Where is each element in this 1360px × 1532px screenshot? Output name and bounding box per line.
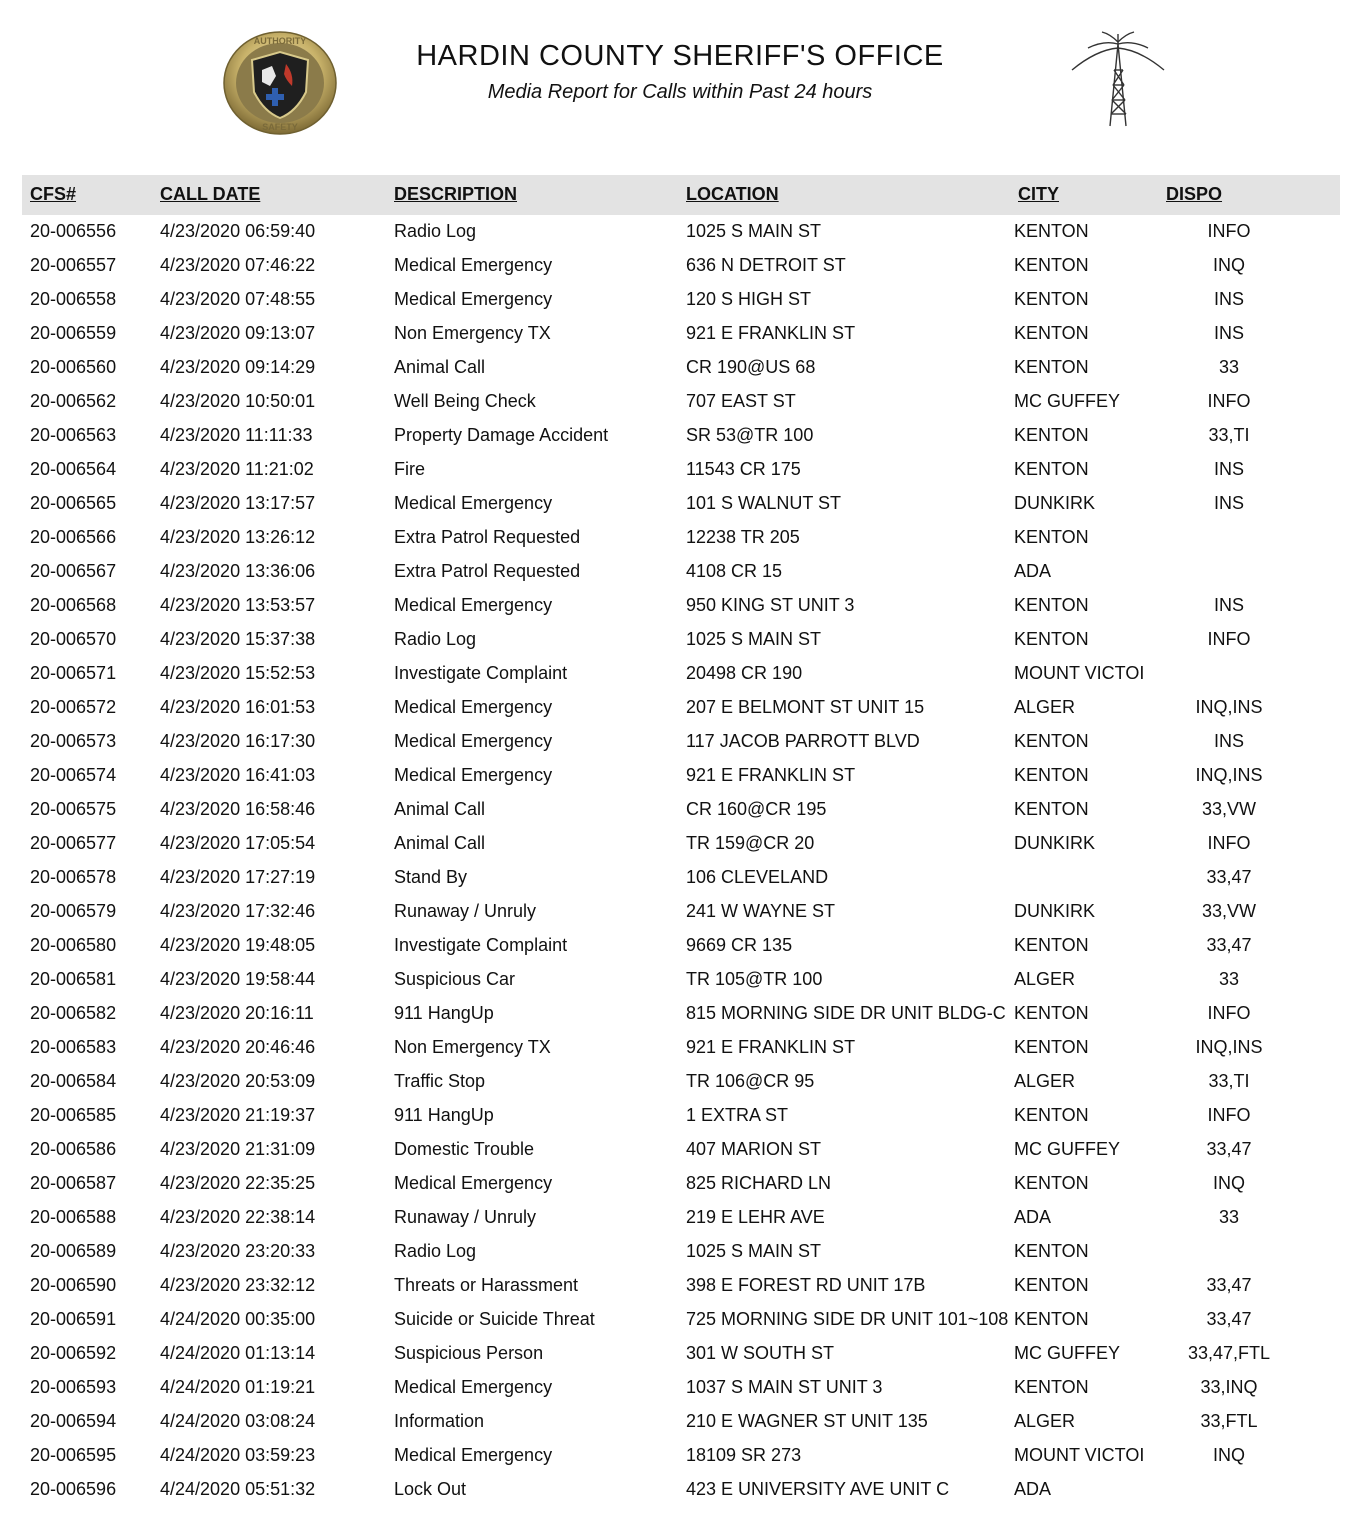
table-row (22, 419, 1340, 453)
description-cell: Information (394, 1411, 485, 1431)
table-row (22, 691, 1340, 725)
dispo-cell: INFO (1207, 391, 1251, 411)
call-date-cell: 4/24/2020 01:13:14 (160, 1343, 316, 1363)
dispo-cell: INQ (1212, 1445, 1245, 1465)
table-row (22, 1439, 1340, 1473)
call-date-cell: 4/23/2020 07:46:22 (160, 255, 316, 275)
description-cell: 911 HangUp (394, 1105, 494, 1125)
table-row (22, 1065, 1340, 1099)
cfs-number-cell: 20-006566 (30, 527, 117, 547)
description-cell: Animal Call (394, 799, 486, 819)
table-row (22, 1405, 1340, 1439)
location-cell: 398 E FOREST RD UNIT 17B (686, 1275, 926, 1295)
call-date-cell: 4/23/2020 15:37:38 (160, 629, 316, 649)
dispo-cell: INFO (1207, 1003, 1251, 1023)
table-row (22, 317, 1340, 351)
call-date-cell: 4/23/2020 23:20:33 (160, 1241, 316, 1261)
call-date-cell: 4/24/2020 00:35:00 (160, 1309, 316, 1329)
table-row (22, 1201, 1340, 1235)
dispo-cell: 33,47 (1206, 867, 1252, 887)
location-cell: 707 EAST ST (686, 391, 796, 411)
location-cell: 825 RICHARD LN (686, 1173, 832, 1193)
cfs-number-cell: 20-006592 (30, 1343, 117, 1363)
call-date-cell: 4/23/2020 21:19:37 (160, 1105, 316, 1125)
cfs-number-cell: 20-006595 (30, 1445, 117, 1465)
location-cell: SR 53@TR 100 (686, 425, 814, 445)
call-date-cell: 4/23/2020 13:53:57 (160, 595, 316, 615)
dispo-cell: 33 (1218, 357, 1240, 377)
cfs-number-cell: 20-006578 (30, 867, 117, 887)
dispo-cell: INS (1213, 323, 1244, 343)
dispo-cell: 33,47,FTL (1187, 1343, 1271, 1363)
dispo-cell: 33,VW (1201, 901, 1257, 921)
description-cell: Suicide or Suicide Threat (394, 1309, 595, 1329)
dispo-cell: INS (1213, 459, 1244, 479)
dispo-cell: 33,47 (1206, 1275, 1252, 1295)
location-cell: 301 W SOUTH ST (686, 1343, 835, 1363)
description-cell: Extra Patrol Requested (394, 561, 581, 581)
city-cell: ADA (1014, 561, 1052, 581)
call-date-cell: 4/23/2020 06:59:40 (160, 221, 316, 241)
cfs-number-cell: 20-006560 (30, 357, 117, 377)
description-cell: Medical Emergency (394, 595, 553, 615)
table-row (22, 963, 1340, 997)
table-row (22, 623, 1340, 657)
call-date-cell: 4/23/2020 20:16:11 (160, 1003, 314, 1023)
dispo-cell: 33,47 (1206, 1309, 1252, 1329)
call-date-cell: 4/23/2020 23:32:12 (160, 1275, 316, 1295)
city-cell: KENTON (1014, 1037, 1089, 1057)
call-date-cell: 4/23/2020 07:48:55 (160, 289, 316, 309)
dispo-cell: INFO (1207, 221, 1251, 241)
dispo-cell: 33,VW (1201, 799, 1257, 819)
table-row (22, 1133, 1340, 1167)
cfs-number-cell: 20-006580 (30, 935, 117, 955)
dispo-cell: INS (1213, 289, 1244, 309)
cfs-number-cell: 20-006591 (30, 1309, 117, 1329)
description-cell: Extra Patrol Requested (394, 527, 581, 547)
location-cell: 18109 SR 273 (686, 1445, 802, 1465)
description-cell: Non Emergency TX (394, 323, 551, 343)
cfs-number-cell: 20-006567 (30, 561, 117, 581)
column-header-call-date: CALL DATE (160, 184, 261, 204)
cfs-number-cell: 20-006565 (30, 493, 117, 513)
description-cell: Medical Emergency (394, 765, 553, 785)
table-row (22, 487, 1340, 521)
description-cell: Stand By (394, 867, 468, 887)
dispo-cell: INQ,INS (1195, 765, 1263, 785)
city-cell: KENTON (1014, 1309, 1089, 1329)
description-cell: Animal Call (394, 833, 486, 853)
table-row (22, 1337, 1340, 1371)
call-date-cell: 4/23/2020 11:21:02 (160, 459, 314, 479)
call-date-cell: 4/24/2020 03:59:23 (160, 1445, 316, 1465)
city-cell: KENTON (1014, 765, 1089, 785)
city-cell: KENTON (1014, 255, 1089, 275)
description-cell: Medical Emergency (394, 289, 553, 309)
table-row (22, 1031, 1340, 1065)
city-cell: KENTON (1014, 935, 1089, 955)
location-cell: 117 JACOB PARROTT BLVD (686, 731, 920, 751)
cfs-number-cell: 20-006596 (30, 1479, 117, 1499)
location-cell: 815 MORNING SIDE DR UNIT BLDG-C (686, 1003, 1006, 1023)
call-date-cell: 4/23/2020 22:38:14 (160, 1207, 316, 1227)
call-date-cell: 4/24/2020 01:19:21 (160, 1377, 316, 1397)
description-cell: Threats or Harassment (394, 1275, 579, 1295)
cfs-number-cell: 20-006593 (30, 1377, 117, 1397)
table-body (22, 215, 1340, 1507)
location-cell: 101 S WALNUT ST (686, 493, 842, 513)
table-row (22, 997, 1340, 1031)
call-date-cell: 4/23/2020 11:11:33 (160, 425, 313, 445)
dispo-cell: 33,TI (1208, 425, 1250, 445)
calls-table (22, 175, 1340, 1507)
cfs-number-cell: 20-006575 (30, 799, 117, 819)
cfs-number-cell: 20-006589 (30, 1241, 117, 1261)
page-subtitle: Media Report for Calls within Past 24 hours (487, 81, 873, 103)
location-cell: 636 N DETROIT ST (686, 255, 846, 275)
call-date-cell: 4/23/2020 09:14:29 (160, 357, 316, 377)
description-cell: Radio Log (394, 629, 477, 649)
call-date-cell: 4/24/2020 03:08:24 (160, 1411, 316, 1431)
description-cell: Suspicious Person (394, 1343, 544, 1363)
call-date-cell: 4/23/2020 17:05:54 (160, 833, 316, 853)
city-cell: KENTON (1014, 527, 1089, 547)
description-cell: 911 HangUp (394, 1003, 494, 1023)
description-cell: Investigate Complaint (394, 663, 568, 683)
call-date-cell: 4/23/2020 16:01:53 (160, 697, 316, 717)
call-date-cell: 4/23/2020 09:13:07 (160, 323, 316, 343)
city-cell: ALGER (1014, 697, 1076, 717)
city-cell: KENTON (1014, 1003, 1089, 1023)
description-cell: Well Being Check (394, 391, 536, 411)
city-cell: KENTON (1014, 629, 1089, 649)
cfs-number-cell: 20-006587 (30, 1173, 117, 1193)
cfs-number-cell: 20-006559 (30, 323, 117, 343)
cfs-number-cell: 20-006570 (30, 629, 117, 649)
cfs-number-cell: 20-006577 (30, 833, 117, 853)
description-cell: Runaway / Unruly (394, 901, 537, 921)
city-cell: MOUNT VICTOI (1014, 663, 1145, 683)
table-row (22, 827, 1340, 861)
location-cell: CR 190@US 68 (686, 357, 816, 377)
city-cell: KENTON (1014, 1377, 1089, 1397)
description-cell: Medical Emergency (394, 493, 553, 513)
city-cell: KENTON (1014, 1275, 1089, 1295)
call-date-cell: 4/24/2020 05:51:32 (160, 1479, 316, 1499)
call-date-cell: 4/23/2020 17:32:46 (160, 901, 316, 921)
location-cell: 407 MARION ST (686, 1139, 822, 1159)
location-cell: TR 159@CR 20 (686, 833, 815, 853)
dispo-cell: INQ,INS (1195, 1037, 1263, 1057)
cfs-number-cell: 20-006590 (30, 1275, 117, 1295)
dispo-cell: INFO (1207, 629, 1251, 649)
cfs-number-cell: 20-006585 (30, 1105, 117, 1125)
city-cell: KENTON (1014, 323, 1089, 343)
cfs-number-cell: 20-006581 (30, 969, 117, 989)
table-row (22, 385, 1340, 419)
column-header-city: CITY (1018, 184, 1060, 204)
radio-tower-icon (1066, 30, 1170, 130)
description-cell: Investigate Complaint (394, 935, 568, 955)
location-cell: 423 E UNIVERSITY AVE UNIT C (686, 1479, 950, 1499)
call-date-cell: 4/23/2020 20:46:46 (160, 1037, 316, 1057)
call-date-cell: 4/23/2020 19:48:05 (160, 935, 316, 955)
table-row (22, 793, 1340, 827)
city-cell: MC GUFFEY (1014, 391, 1120, 411)
city-cell: ALGER (1014, 1071, 1076, 1091)
call-date-cell: 4/23/2020 13:17:57 (160, 493, 316, 513)
table-row (22, 861, 1340, 895)
cfs-number-cell: 20-006583 (30, 1037, 117, 1057)
location-cell: 120 S HIGH ST (686, 289, 812, 309)
seal-top-text: AUTHORITY (253, 36, 307, 46)
cfs-number-cell: 20-006594 (30, 1411, 117, 1431)
table-row (22, 521, 1340, 555)
table-row (22, 1269, 1340, 1303)
location-cell: 207 E BELMONT ST UNIT 15 (686, 697, 925, 717)
dispo-cell: 33 (1218, 1207, 1240, 1227)
table-row (22, 215, 1340, 249)
city-cell: KENTON (1014, 1173, 1089, 1193)
dispo-cell: 33,FTL (1200, 1411, 1258, 1431)
location-cell: 921 E FRANKLIN ST (686, 1037, 856, 1057)
description-cell: Property Damage Accident (394, 425, 609, 445)
city-cell: MOUNT VICTOI (1014, 1445, 1145, 1465)
dispo-cell: INFO (1207, 1105, 1251, 1125)
cfs-number-cell: 20-006563 (30, 425, 117, 445)
table-row (22, 657, 1340, 691)
location-cell: 1025 S MAIN ST (686, 629, 822, 649)
dispo-cell: INS (1213, 493, 1244, 513)
city-cell: KENTON (1014, 799, 1089, 819)
cfs-number-cell: 20-006582 (30, 1003, 117, 1023)
table-row (22, 1473, 1340, 1507)
table-row (22, 929, 1340, 963)
column-header-location: LOCATION (686, 184, 779, 204)
location-cell: 1025 S MAIN ST (686, 1241, 822, 1261)
description-cell: Runaway / Unruly (394, 1207, 537, 1227)
description-cell: Non Emergency TX (394, 1037, 551, 1057)
cfs-number-cell: 20-006586 (30, 1139, 117, 1159)
description-cell: Domestic Trouble (394, 1139, 535, 1159)
dispo-cell: 33,TI (1208, 1071, 1250, 1091)
dispo-cell: 33,47 (1206, 935, 1252, 955)
table-row (22, 725, 1340, 759)
description-cell: Radio Log (394, 221, 477, 241)
call-date-cell: 4/23/2020 17:27:19 (160, 867, 316, 887)
call-date-cell: 4/23/2020 16:17:30 (160, 731, 316, 751)
table-row (22, 1099, 1340, 1133)
page-title: HARDIN COUNTY SHERIFF'S OFFICE (416, 40, 944, 72)
table-row (22, 555, 1340, 589)
location-cell: 1037 S MAIN ST UNIT 3 (686, 1377, 883, 1397)
call-date-cell: 4/23/2020 10:50:01 (160, 391, 316, 411)
call-date-cell: 4/23/2020 13:26:12 (160, 527, 316, 547)
seal-bottom-text: SAFETY (262, 122, 298, 132)
location-cell: 4108 CR 15 (686, 561, 783, 581)
city-cell: KENTON (1014, 425, 1089, 445)
table-row (22, 1371, 1340, 1405)
cfs-number-cell: 20-006574 (30, 765, 117, 785)
description-cell: Animal Call (394, 357, 486, 377)
column-header-dispo: DISPO (1166, 184, 1223, 204)
location-cell: 1025 S MAIN ST (686, 221, 822, 241)
city-cell: KENTON (1014, 1105, 1089, 1125)
description-cell: Medical Emergency (394, 1445, 553, 1465)
table-row (22, 1167, 1340, 1201)
call-date-cell: 4/23/2020 16:41:03 (160, 765, 316, 785)
city-cell: DUNKIRK (1014, 901, 1096, 921)
dispo-cell: INQ (1212, 1173, 1245, 1193)
cfs-number-cell: 20-006562 (30, 391, 117, 411)
city-cell: ADA (1014, 1207, 1052, 1227)
city-cell: ALGER (1014, 969, 1076, 989)
city-cell: KENTON (1014, 357, 1089, 377)
location-cell: 725 MORNING SIDE DR UNIT 101~108 (686, 1309, 1009, 1329)
table-header (22, 175, 1340, 215)
location-cell: 1 EXTRA ST (686, 1105, 789, 1125)
dispo-cell: INQ,INS (1195, 697, 1263, 717)
dispo-cell: INQ (1212, 255, 1245, 275)
dispo-cell: 33,47 (1206, 1139, 1252, 1159)
table-row (22, 283, 1340, 317)
description-cell: Medical Emergency (394, 255, 553, 275)
table-row (22, 589, 1340, 623)
location-cell: 950 KING ST UNIT 3 (686, 595, 855, 615)
table-row (22, 249, 1340, 283)
city-cell: DUNKIRK (1014, 833, 1096, 853)
city-cell: DUNKIRK (1014, 493, 1096, 513)
location-cell: 219 E LEHR AVE (686, 1207, 825, 1227)
cfs-number-cell: 20-006556 (30, 221, 117, 241)
location-cell: 11543 CR 175 (686, 459, 801, 479)
call-date-cell: 4/23/2020 21:31:09 (160, 1139, 316, 1159)
city-cell: MC GUFFEY (1014, 1139, 1120, 1159)
table-row (22, 759, 1340, 793)
city-cell: ALGER (1014, 1411, 1076, 1431)
location-cell: 921 E FRANKLIN ST (686, 323, 856, 343)
city-cell: ADA (1014, 1479, 1052, 1499)
cfs-number-cell: 20-006568 (30, 595, 117, 615)
dispo-cell: INS (1213, 595, 1244, 615)
call-date-cell: 4/23/2020 15:52:53 (160, 663, 316, 683)
dispo-cell: INFO (1207, 833, 1251, 853)
column-header-cfs: CFS# (30, 184, 77, 204)
location-cell: TR 106@CR 95 (686, 1071, 815, 1091)
table-row (22, 453, 1340, 487)
cfs-number-cell: 20-006564 (30, 459, 117, 479)
dispo-cell: INS (1213, 731, 1244, 751)
city-cell: KENTON (1014, 731, 1089, 751)
dispo-cell: 33 (1218, 969, 1240, 989)
cfs-number-cell: 20-006584 (30, 1071, 117, 1091)
cfs-number-cell: 20-006573 (30, 731, 117, 751)
location-cell: 20498 CR 190 (686, 663, 803, 683)
description-cell: Medical Emergency (394, 1173, 553, 1193)
cfs-number-cell: 20-006557 (30, 255, 117, 275)
description-cell: Medical Emergency (394, 1377, 553, 1397)
city-cell: KENTON (1014, 1241, 1089, 1261)
cfs-number-cell: 20-006571 (30, 663, 117, 683)
call-date-cell: 4/23/2020 20:53:09 (160, 1071, 316, 1091)
city-cell: MC GUFFEY (1014, 1343, 1120, 1363)
call-date-cell: 4/23/2020 22:35:25 (160, 1173, 316, 1193)
cfs-number-cell: 20-006579 (30, 901, 117, 921)
table-row (22, 895, 1340, 929)
description-cell: Medical Emergency (394, 697, 553, 717)
table-row (22, 351, 1340, 385)
location-cell: 241 W WAYNE ST (686, 901, 836, 921)
column-header-description: DESCRIPTION (394, 184, 518, 204)
dispo-cell: 33,INQ (1200, 1377, 1258, 1397)
table-row (22, 1303, 1340, 1337)
description-cell: Radio Log (394, 1241, 477, 1261)
cfs-number-cell: 20-006558 (30, 289, 117, 309)
description-cell: Traffic Stop (394, 1071, 486, 1091)
location-cell: 12238 TR 205 (686, 527, 800, 547)
location-cell: 921 E FRANKLIN ST (686, 765, 856, 785)
call-date-cell: 4/23/2020 19:58:44 (160, 969, 316, 989)
city-cell: KENTON (1014, 289, 1089, 309)
cfs-number-cell: 20-006588 (30, 1207, 117, 1227)
table-row (22, 1235, 1340, 1269)
description-cell: Fire (394, 459, 425, 479)
location-cell: CR 160@CR 195 (686, 799, 827, 819)
call-date-cell: 4/23/2020 13:36:06 (160, 561, 316, 581)
description-cell: Suspicious Car (394, 969, 516, 989)
city-cell: KENTON (1014, 221, 1089, 241)
location-cell: 210 E WAGNER ST UNIT 135 (686, 1411, 928, 1431)
city-cell: KENTON (1014, 459, 1089, 479)
description-cell: Medical Emergency (394, 731, 553, 751)
location-cell: 9669 CR 135 (686, 935, 793, 955)
cfs-number-cell: 20-006572 (30, 697, 117, 717)
city-cell: KENTON (1014, 595, 1089, 615)
location-cell: TR 105@TR 100 (686, 969, 823, 989)
call-date-cell: 4/23/2020 16:58:46 (160, 799, 316, 819)
description-cell: Lock Out (394, 1479, 467, 1499)
location-cell: 106 CLEVELAND (686, 867, 829, 887)
report-header (0, 0, 1360, 170)
